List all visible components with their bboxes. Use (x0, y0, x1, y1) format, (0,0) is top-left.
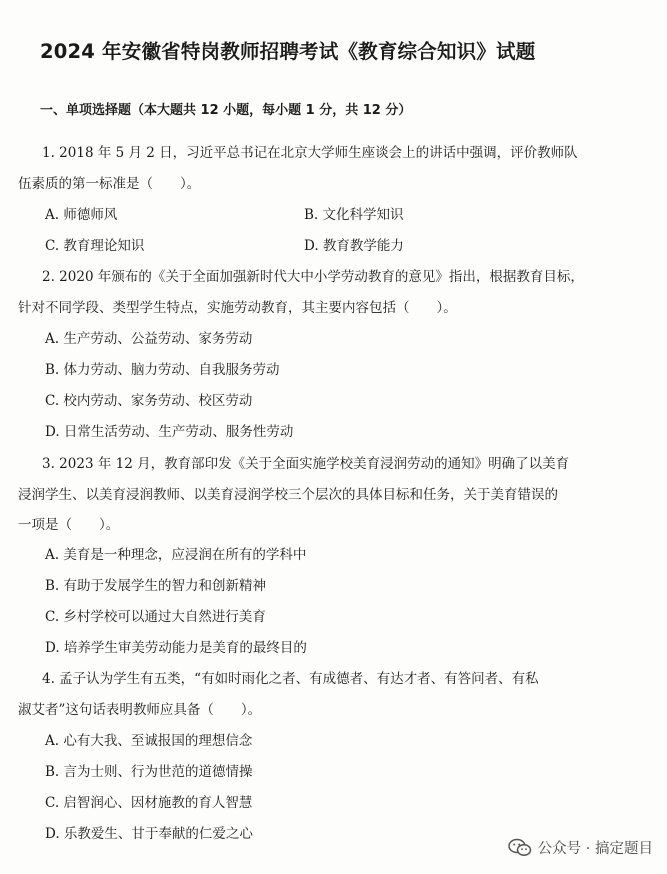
watermark-text: 公众号 · 搞定题目 (537, 841, 653, 857)
document-title: 2024 年安徽省特岗教师招聘考试《教育综合知识》试题 (40, 40, 536, 63)
question-3-line-2: 浸润学生、以美育浸润教师、以美育浸润学校三个层次的具体目标和任务，关于美育错误的 (18, 487, 558, 503)
question-3-line-1: 3. 2023 年 12 月，教育部印发《关于全面实施学校美育浸润劳动的通知》明确了以美育 (42, 456, 570, 472)
question-3-option-a: A. 美育是一种理念，应浸润在所有的学科中 (45, 547, 307, 563)
question-1-option-b: B. 文化科学知识 (304, 207, 404, 223)
question-1-option-d: D. 教育教学能力 (304, 238, 404, 254)
question-2-option-a: A. 生产劳动、公益劳动、家务劳动 (45, 331, 253, 347)
question-4-line-1: 4. 孟子认为学生有五类，“有如时雨化之者、有成德者、有达才者、有答问者、有私 (42, 671, 539, 687)
wechat-icon (508, 838, 532, 858)
question-4-option-b: B. 言为士则、行为世范的道德情操 (45, 764, 253, 780)
question-1-line-1: 1. 2018 年 5 月 2 日，习近平总书记在北京大学师生座谈会上的讲话中强调，评价教师队 (42, 145, 578, 161)
question-2-option-b: B. 体力劳动、脑力劳动、自我服务劳动 (45, 362, 280, 378)
question-3-option-b: B. 有助于发展学生的智力和创新精神 (45, 578, 267, 594)
question-1-line-2: 伍素质的第一标准是（ ）。 (18, 176, 201, 192)
question-3-option-c: C. 乡村学校可以通过大自然进行美育 (45, 609, 266, 625)
section-heading: 一、单项选择题（本大题共 12 小题，每小题 1 分，共 12 分） (40, 103, 412, 118)
question-3-option-d: D. 培养学生审美劳动能力是美育的最终目的 (45, 640, 307, 656)
question-4-line-2: 淑艾者”这句话表明教师应具备（ ）。 (18, 702, 262, 718)
question-1-option-c: C. 教育理论知识 (45, 238, 145, 254)
question-3-line-3: 一项是（ ）。 (18, 517, 120, 533)
question-4-option-c: C. 启智润心、因材施教的育人智慧 (45, 795, 253, 811)
question-4-option-a: A. 心有大我、至诚报国的理想信念 (45, 733, 253, 749)
question-2-line-1: 2. 2020 年颁布的《关于全面加强新时代大中小学劳动教育的意见》指出，根据教育目标， (42, 269, 584, 285)
question-2-option-d: D. 日常生活劳动、生产劳动、服务性劳动 (45, 424, 294, 440)
question-1-option-a: A. 师德师风 (45, 207, 118, 223)
question-2-line-2: 针对不同学段、类型学生特点，实施劳动教育，其主要内容包括（ ）。 (18, 300, 457, 316)
watermark (508, 837, 653, 858)
question-2-option-c: C. 校内劳动、家务劳动、校区劳动 (45, 393, 253, 409)
question-4-option-d: D. 乐教爱生、甘于奉献的仁爱之心 (45, 826, 253, 842)
